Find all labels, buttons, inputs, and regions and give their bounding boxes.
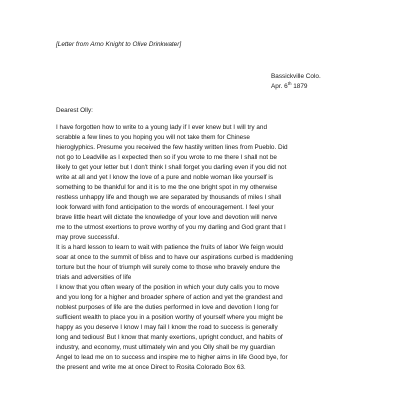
- letter-line: restless unhappy life and though we are separated by thousands of miles I shall: [56, 194, 282, 201]
- letter-line: trials and adversities of life: [56, 274, 132, 281]
- place-and-date: [271, 72, 321, 92]
- letter-line: I have forgotten how to write to a young lady if I ever knew but I will try and: [56, 124, 268, 131]
- letter-line: soar at once to the summit of bliss and to have our aspirations curbed is maddening: [56, 254, 293, 261]
- date-year: 1879: [293, 83, 308, 90]
- letter-line: noblest purposes of life are the duties performed in love and devotion I long for: [56, 304, 279, 311]
- letter-date: [271, 82, 321, 92]
- letter-body: [56, 123, 356, 373]
- letter-line: happy as you deserve I know I may fail I know the road to success is generally: [56, 324, 278, 331]
- letter-line: write at all and yet I know the love of a pure and noble woman like yourself is: [56, 174, 274, 181]
- letter-line: It is a hard lesson to learn to wait with patience the fruits of labor We feign would: [56, 244, 284, 251]
- transcription-header-note: [Letter from Arno Knight to Olive Drinkwater]: [56, 41, 182, 48]
- letter-line: long and tedious! But I know that manly exertions, upright conduct, and habits of: [56, 334, 283, 341]
- letter-line: Angel to lead me on to success and inspire me to higher aims in life Good bye, for: [56, 354, 288, 361]
- letter-line: and you long for a higher and broader sphere of action and yet the grandest and: [56, 294, 283, 301]
- letter-line: not go to Leadville as I expected then so if you wrote to me there I shall not be: [56, 154, 277, 161]
- letter-line: I know that you often weary of the position in which your duty calls you to move: [56, 284, 280, 291]
- date-ordinal-suffix: th: [287, 80, 292, 86]
- letter-line: industry, and economy, must ultimately win and you Olly shall be my guardian: [56, 344, 275, 351]
- salutation: Dearest Olly:: [56, 107, 93, 114]
- date-prefix: Apr. 6: [271, 83, 288, 90]
- letter-line: torture but the hour of triumph will surely come to those who bravely endure the: [56, 264, 281, 271]
- letter-line: me to the utmost exertions to prove worthy of you my darling and God grant that I: [56, 224, 286, 231]
- letter-line: brave little heart will dictate the knowledge of your love and devotion will nerve: [56, 214, 278, 221]
- letter-line: scrabble a few lines to you hoping you will not take them for Chinese: [56, 134, 250, 141]
- letter-line: something to be thankful for and it is to me the one bright spot in my otherwise: [56, 184, 278, 191]
- letter-place: Bassickville Colo.: [271, 73, 321, 80]
- letter-line: may prove successful.: [56, 234, 120, 241]
- letter-line: hieroglyphics. Presume you received the few hastily written lines from Pueblo. Did: [56, 144, 288, 151]
- letter-line: likely to get your letter but I don't think I shall forget you darling even if you did not: [56, 164, 287, 171]
- letter-line: the present and write me at once Direct to Rosita Colorado Box 63.: [56, 364, 246, 371]
- letter-line: sufficient wealth to place you in a position worthy of yourself where you might be: [56, 314, 283, 321]
- letter-line: look forward with fond anticipation to the words of encouragement. I feel your: [56, 204, 274, 211]
